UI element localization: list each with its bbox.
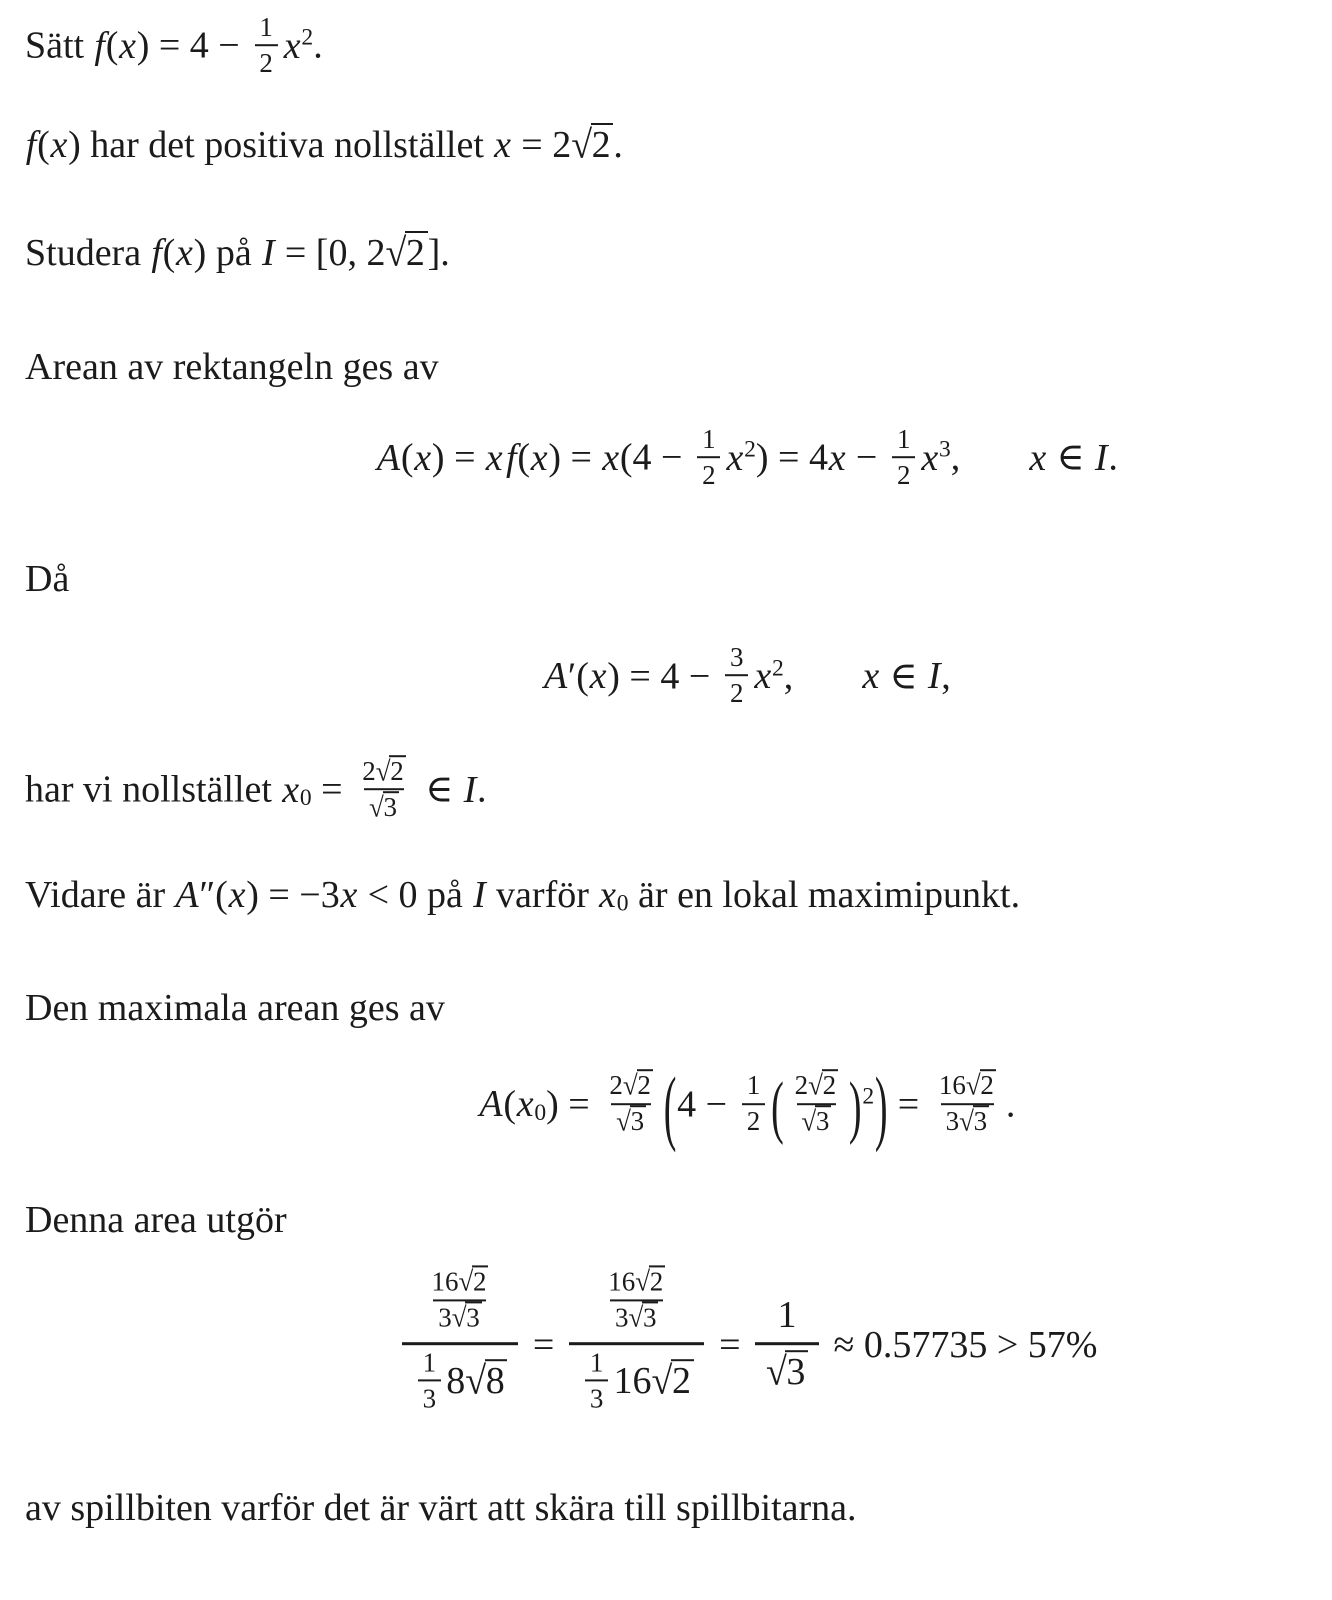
denominator [742,1103,765,1139]
math-text: 2 [771,655,784,682]
math-text: , [941,655,951,698]
math-text: . [1005,1083,1016,1126]
square-root [376,756,406,786]
stretched-paren: ( [771,1068,784,1147]
radicand [465,1301,481,1332]
math-text: 16 [608,1266,636,1297]
numerator [892,423,915,457]
math-text: 16 [938,1070,966,1101]
denominator [797,1103,837,1139]
radical-icon: √ [965,1069,980,1102]
math-text: ≈ 0.57735 > 57% [824,1323,1098,1366]
radical-icon: √ [635,1265,649,1298]
math-text: − [846,437,887,480]
square-root [452,1302,482,1332]
denominator [433,1299,486,1335]
superscript [744,437,756,463]
subscript [300,786,312,812]
math-variable: I [1094,437,1108,480]
radicand [815,1105,831,1136]
numerator [725,641,748,675]
math-text: ( [162,232,176,275]
numerator [411,1265,509,1343]
math-variable: x [340,874,358,917]
math-text: . [477,769,487,812]
math-text: ( [215,874,228,917]
denominator [364,789,404,825]
math-text: varför [486,874,599,917]
math-text: 0 [616,890,629,917]
math-text: ) = 4 [755,437,828,480]
numerator [742,1069,765,1103]
equation-area-ratio [25,1265,1304,1427]
paragraph-second-derivative [25,870,1304,920]
square-root [966,1070,996,1100]
numerator [427,1265,494,1299]
math-text: 3 [945,1106,960,1137]
paragraph-then: Då [25,558,70,601]
subscript [617,891,629,917]
math-variable: x [921,437,939,480]
math-text: har vi nollstället [25,769,282,812]
math-text: 3 [973,1106,988,1137]
fraction [755,1289,818,1400]
math-variable: x [862,655,880,698]
math-text: ) = 4 − [136,24,250,67]
radicand [642,1301,658,1332]
math-text: 3 [438,1302,452,1333]
square-root [959,1106,989,1136]
math-text: 1 [589,1347,604,1378]
numerator [767,1289,807,1343]
math-variable: x [589,655,607,698]
radicand [980,1069,996,1100]
math-text: . [1108,437,1118,480]
math-variable: x [530,437,548,480]
math-text: 2 [744,437,756,464]
math-text: 0 [299,785,312,812]
math-text: ( [576,655,589,698]
math-variable: I [463,769,477,812]
radicand [405,231,428,274]
denominator [418,1379,441,1415]
math-text: 8 [446,1359,466,1402]
square-root [808,1070,838,1100]
math-text: 3 [938,437,951,464]
math-variable: I [927,655,941,698]
fraction [255,10,278,80]
radical-icon: √ [765,1350,786,1395]
math-text: ]. [427,232,450,275]
math-variable: x [176,232,193,275]
paragraph-conclusion: av spillbiten varför det är värt att skära till spillbitarna. [25,1486,857,1529]
fraction [742,1069,765,1139]
math-text: 3 [589,1383,604,1414]
stretched-paren: ) [848,1068,862,1147]
math-variable: x [50,123,68,166]
numerator [587,1265,685,1343]
math-text: 1 [702,424,716,455]
denominator [569,1343,704,1424]
radical-icon: √ [801,1105,816,1137]
math-text: 1 [259,11,273,42]
radical-icon: √ [616,1105,630,1137]
square-root [766,1351,808,1393]
denominator [585,1379,608,1415]
radicand [822,1069,838,1100]
math-text: ( [105,24,119,67]
fraction [605,1069,658,1139]
math-text: ) = 4 − [607,655,720,698]
math-variable: x [599,874,617,917]
math-text: 1 [422,1347,437,1378]
math-text: Sätt [25,24,94,67]
math-text: 2 [896,460,911,491]
math-text: 3 [642,1302,657,1333]
stretched-paren: ( [663,1061,677,1154]
math-text: 3 [815,1106,830,1137]
subscript [534,1100,546,1126]
superscript [301,25,313,51]
math-text: = [888,1083,929,1126]
math-text: 2 [671,1359,691,1402]
math-text: ) har det positiva nollstället [68,123,494,166]
math-variable: x [1029,437,1047,480]
math-text: 2 [637,1070,651,1101]
radical-icon: √ [622,1069,637,1102]
fraction [697,423,720,493]
math-variable: x [282,769,300,812]
denominator [697,457,720,493]
math-text: = [523,1323,564,1366]
radicand [389,755,405,786]
square-root [369,792,399,822]
radical-icon: √ [959,1105,973,1137]
radicand [637,1069,653,1100]
fraction [418,1346,441,1416]
paragraph-critical-point [25,755,1304,828]
math-text: = [311,769,353,812]
fraction [725,641,748,711]
equation-area-function [25,426,1304,496]
math-variable: x [414,437,432,480]
radicand [973,1105,989,1136]
radical-icon: √ [651,1359,671,1403]
paragraph-positive-root [25,120,1304,170]
math-text: 1 [777,1294,797,1337]
radical-icon: √ [465,1359,485,1403]
math-text: 1 [746,1070,761,1101]
square-root [385,232,427,274]
math-variable: x [485,437,503,480]
math-text: 16 [431,1266,459,1297]
math-variable: x [283,24,301,67]
fraction [569,1265,704,1423]
numerator [357,755,410,789]
denominator [892,457,915,493]
math-text: ∈ [1047,437,1095,480]
superscript [772,655,784,681]
math-text: är en lokal maximipunkt. [628,874,1021,917]
math-text: ( [517,437,530,480]
math-text: 3 [729,642,744,673]
paragraph-area-intro: Arean av rektangeln ges av [25,346,439,389]
fraction [892,423,915,493]
math-text: 3 [422,1383,437,1414]
denominator [255,44,278,80]
square-root [571,124,613,166]
square-root [628,1302,658,1332]
math-text: 2 [649,1266,664,1297]
numerator [605,1069,658,1103]
numerator [255,10,278,44]
math-text: Vidare är [25,874,175,917]
radicand [485,1359,508,1402]
math-text: 2 [862,1083,875,1110]
math-text: (4 − [619,437,692,480]
numerator [790,1069,843,1103]
denominator [755,1343,818,1400]
math-variable: A [376,437,401,480]
math-variable: x [602,437,620,480]
math-text: ( [37,123,50,166]
math-text: 3 [630,1106,645,1137]
math-text: 2 [794,1070,809,1101]
math-variable: A [543,655,568,698]
math-text: = [709,1323,750,1366]
denominator [941,1103,994,1139]
fraction [934,1069,1001,1139]
radicand [591,123,614,166]
math-text: ( [503,1083,516,1126]
numerator [934,1069,1001,1103]
math-variable: A [175,874,199,917]
math-text: 4 − [677,1083,737,1126]
math-text: ′ [567,655,577,698]
math-variable: x [228,874,246,917]
radicand [671,1359,694,1402]
math-text: = [0, 2 [275,232,386,275]
math-text: 2 [980,1070,994,1101]
math-text: 0 [534,1099,547,1126]
radicand [383,791,399,822]
math-text: 3 [614,1302,629,1333]
math-text: ) på [193,232,262,275]
paragraph-max-area-intro: Den maximala arean ges av [25,986,445,1029]
math-variable: f [506,437,517,480]
math-text: ( [400,437,414,480]
math-text: ) = [546,1083,600,1126]
radical-icon: √ [458,1265,473,1298]
numerator [418,1346,441,1380]
square-root [635,1267,665,1297]
square-root [616,1106,646,1136]
radical-icon: √ [385,231,405,275]
radicand [472,1266,488,1297]
math-text: 2 [390,756,404,787]
superscript [939,437,951,463]
radical-icon: √ [808,1069,822,1102]
math-text: 2 [746,1106,761,1137]
math-text: 2 [405,232,425,275]
math-text: . [613,123,623,166]
paragraph-ratio-intro: Denna area utgör [25,1198,287,1241]
fraction [603,1265,670,1335]
math-text: ) = [431,437,486,480]
superscript [862,1083,874,1109]
radical-icon: √ [368,791,383,823]
radical-icon: √ [571,123,591,167]
math-text: 2 [301,24,314,51]
denominator [402,1343,518,1424]
math-variable: f [94,24,105,67]
math-text: ∈ [415,769,463,812]
math-text: 2 [702,460,716,491]
math-variable: I [261,232,275,275]
equation-max-area [25,1061,1304,1154]
math-text: Studera [25,232,151,275]
paragraph-define-function [25,11,1304,84]
stretched-paren: ) [874,1061,888,1154]
numerator [603,1265,670,1299]
math-text: 2 [729,678,744,709]
radicand [649,1266,665,1297]
math-text: 2 [822,1070,837,1101]
math-text: . [313,24,323,67]
denominator [611,1103,651,1139]
math-text: 2 [609,1070,623,1101]
square-root [801,1106,831,1136]
square-root [652,1360,694,1402]
fraction [427,1265,494,1335]
square-root [458,1267,488,1297]
math-text: ) = [548,437,602,480]
math-text: 16 [613,1359,652,1402]
math-text: ) = −3 [246,874,340,917]
radicand [630,1105,646,1136]
math-variable: x [119,24,136,67]
math-text: 2 [473,1266,487,1297]
fraction [790,1069,843,1139]
math-text: , [783,655,794,698]
square-root [623,1070,653,1100]
math-text: = 2 [511,123,572,166]
math-variable: x [828,437,846,480]
math-text: 2 [591,123,611,166]
math-text: < 0 på [358,874,473,917]
numerator [697,423,720,457]
math-variable: A [479,1083,503,1126]
math-text: 1 [896,424,911,455]
radical-icon: √ [628,1301,643,1334]
math-text: 8 [485,1359,505,1402]
math-text: 3 [466,1302,480,1333]
equation-derivative [25,642,1304,715]
denominator [725,675,748,711]
denominator [610,1299,663,1335]
math-text: , [950,437,961,480]
math-variable: f [25,123,37,166]
numerator [585,1346,608,1380]
radical-icon: √ [451,1301,466,1334]
math-text: 3 [383,792,397,823]
fraction [585,1346,608,1416]
fraction [357,755,410,825]
math-variable: x [516,1083,534,1126]
math-text: 3 [786,1351,806,1394]
math-variable: f [151,232,162,275]
math-variable: x [726,437,744,480]
math-text: 2 [362,756,376,787]
radical-icon: √ [375,755,390,787]
square-root [465,1360,507,1402]
math-text: 2 [259,47,273,78]
math-variable: I [473,874,486,917]
math-variable: x [754,655,772,698]
paragraph-study-interval [25,228,1304,278]
radicand [785,1350,808,1393]
math-variable: x [494,123,512,166]
math-text: ∈ [880,655,928,698]
fraction [402,1265,518,1423]
math-text: ″ [199,874,216,917]
